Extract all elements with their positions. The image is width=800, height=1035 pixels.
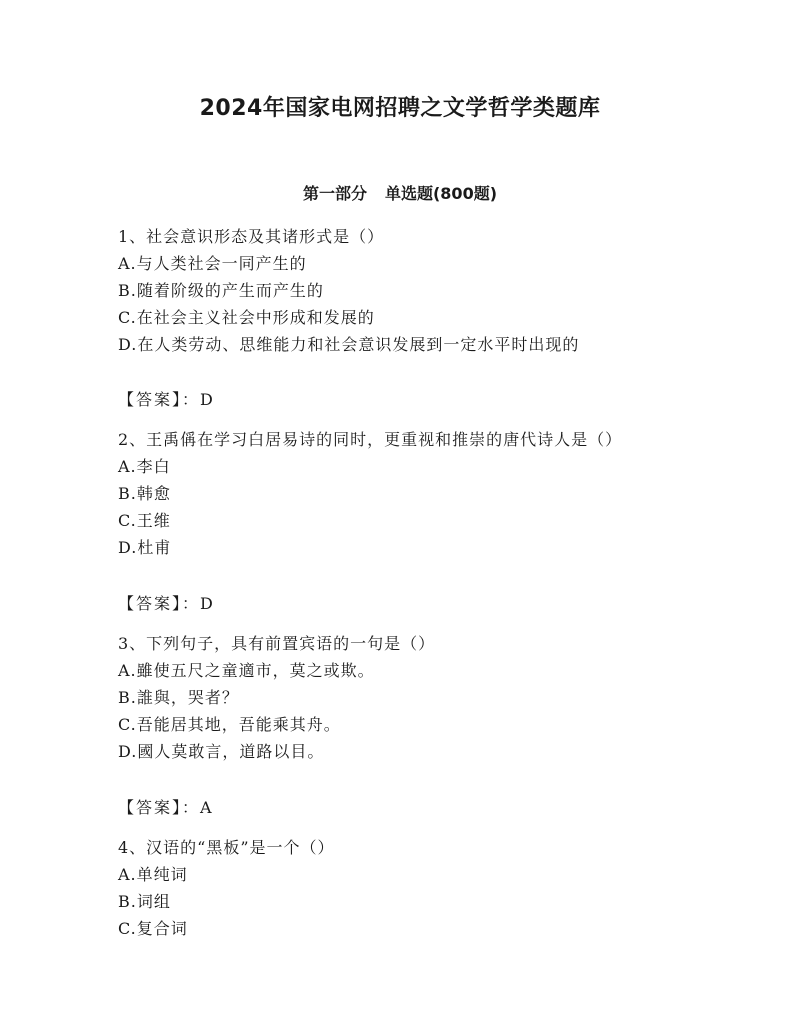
answer-label: 【答案】： <box>118 390 201 409</box>
document-title: 2024年国家电网招聘之文学哲学类题库 <box>199 96 601 121</box>
answer-value: D <box>200 390 214 409</box>
option-c: C.吾能居其地，吾能乘其舟。 <box>118 715 341 734</box>
option-b: B.随着阶级的产生而产生的 <box>118 281 324 300</box>
answer-value: A <box>200 798 213 817</box>
option-a: A.单纯词 <box>118 865 188 884</box>
option-b: B.词组 <box>118 892 171 911</box>
question-3 <box>118 630 778 765</box>
question-4 <box>118 834 778 942</box>
section-name: 单选题(800题) <box>384 184 498 203</box>
option-b: B.韩愈 <box>118 484 171 503</box>
option-c: C.王维 <box>118 511 171 530</box>
option-b: B.誰與，哭者？ <box>118 688 239 707</box>
option-d: D.杜甫 <box>118 538 172 557</box>
question-stem: 1、社会意识形态及其诸形式是（） <box>118 227 385 246</box>
answer-label: 【答案】： <box>118 594 201 613</box>
option-a: A.与人类社会一同产生的 <box>118 254 307 273</box>
section-heading <box>0 182 800 206</box>
option-a: A.李白 <box>118 457 171 476</box>
option-d: D.在人类劳动、思维能力和社会意识发展到一定水平时出现的 <box>118 335 580 354</box>
option-d: D.國人莫敢言，道路以目。 <box>118 742 325 761</box>
option-a: A.雖使五尺之童適市，莫之或欺。 <box>118 661 375 680</box>
answer-1 <box>118 386 518 413</box>
answer-2 <box>118 590 518 617</box>
question-stem: 2、王禹偁在学习白居易诗的同时，更重视和推崇的唐代诗人是（） <box>118 430 623 449</box>
option-c: C.复合词 <box>118 919 188 938</box>
option-c: C.在社会主义社会中形成和发展的 <box>118 308 375 327</box>
question-stem: 3、下列句子，具有前置宾语的一句是（） <box>118 634 436 653</box>
answer-label: 【答案】： <box>118 798 201 817</box>
answer-value: D <box>200 594 214 613</box>
question-stem: 4、汉语的“黑板”是一个（） <box>118 838 335 857</box>
answer-3 <box>118 794 518 821</box>
section-part: 第一部分 <box>302 184 367 203</box>
question-1 <box>118 223 778 358</box>
question-2 <box>118 426 778 561</box>
